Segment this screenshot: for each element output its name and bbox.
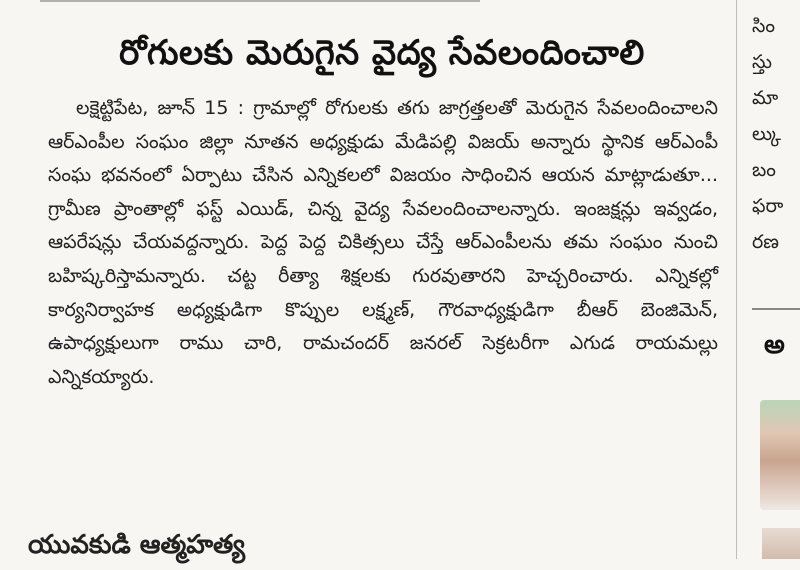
next-article-headline: యువకుడి ఆత్మహత్య (28, 530, 246, 560)
side-text-line: ఫరా (752, 195, 784, 217)
side-text-line: ల్కు (752, 123, 781, 145)
side-text-line: సిం (752, 15, 775, 37)
article-paragraph: లక్షెట్టిపేట, జూన్ 15 : గ్రామాల్లో రోగులకు తగు జాగ్రత్తలతో మెరుగైన సేవలందించాలని ఆర్ఎంపీల సంఘం జిల్లా నూతన అధ్యక్షుడు మేడిపల్లి విజయ్ అన్నారు స్థానిక ఆర్ఎంపీ సంఘ భవనంలో ఏర్పాటు చేసిన ఎన్నికలలో విజయం సాధించిన ఆయన మాట్లాడుతూ... గ్రామీణ ప్రాంతాల్లో ఫస్ట్ ఎయిడ్, చిన్న వైద్య సేవలందించాలన్నారు. ఇంజక్షన్లు ఇవ్వడం, ఆపరేషన్లు చేయవద్దన్నారు. పెద్ద పెద్ద చికిత్సలు చేస్తే ఆర్ఎంపీలను తమ సంఘం నుంచి బహిష్కరిస్తామన్నారు. చట్ట రీత్యా శిక్షలకు గురవుతారని హెచ్చరించారు. ఎన్నికల్లో కార్యనిర్వాహక అధ్యక్షుడిగా కొప్పుల లక్ష్మణ్, గౌరవాధ్యక్షుడిగా బీఆర్ బెంజిమెన్, ఉపాధ్యక్షులుగా రాము చారి, రామచందర్ జనరల్ సెక్రటరీగా ఎగుడ రాయమల్లు ఎన్నికయ్యారు. (48, 97, 718, 388)
side-text-line: స్తు (752, 51, 772, 73)
side-text-line: రణ (752, 231, 779, 253)
news-photo (762, 528, 800, 559)
side-text-line: బం (752, 159, 776, 181)
side-section-heading: అ (764, 330, 785, 360)
news-article (28, 18, 728, 559)
side-text-line: మా (752, 87, 779, 109)
article-body (48, 92, 718, 394)
article-headline: రోగులకు మెరుగైన వైద్య సేవలందించాలి (119, 33, 645, 73)
adjacent-column (752, 8, 800, 559)
previous-article-edge (40, 0, 480, 8)
side-section-rule (752, 308, 800, 310)
column-divider (736, 0, 737, 559)
news-photo (760, 400, 800, 510)
